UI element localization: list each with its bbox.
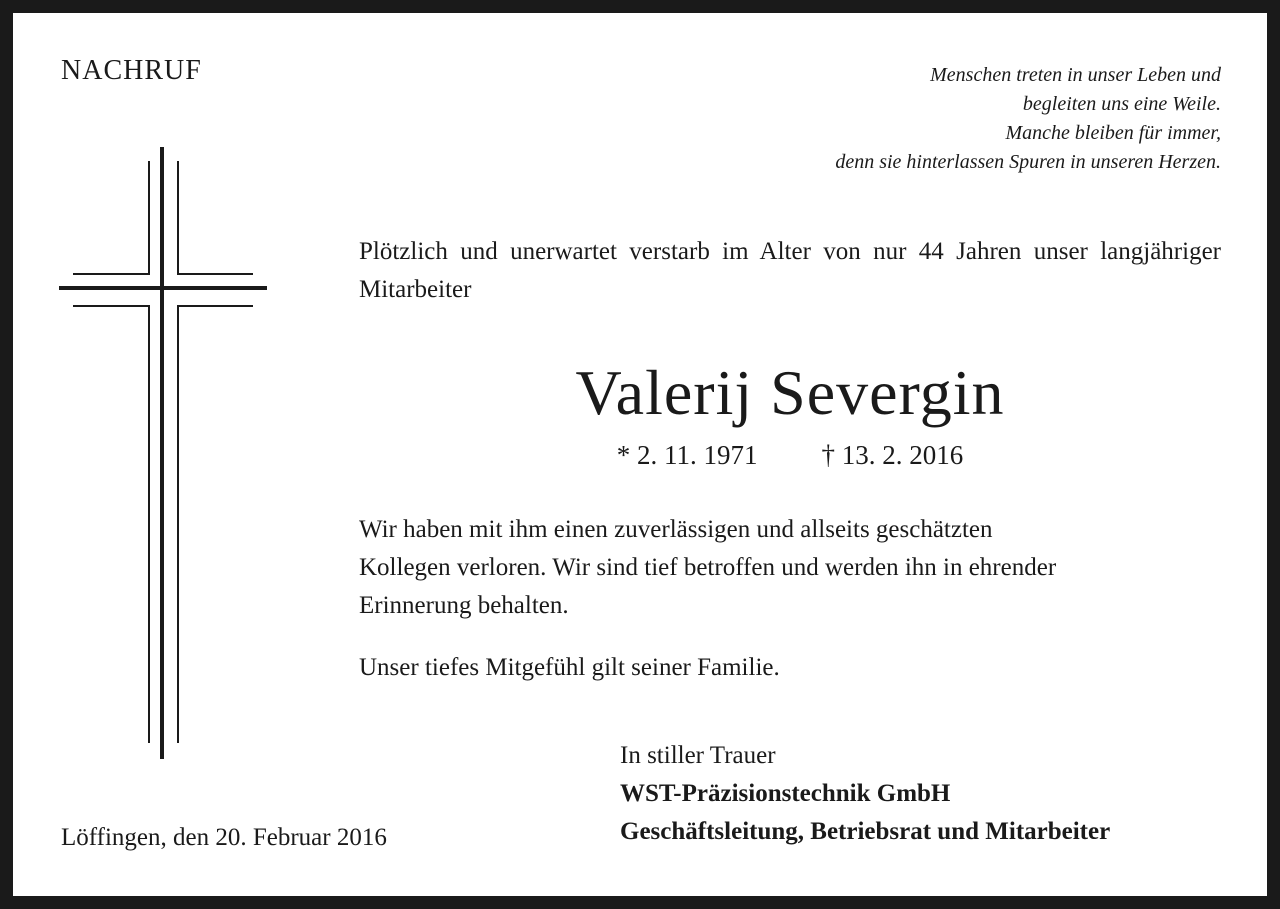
intro-text: Plötzlich und unerwartet verstarb im Alter von nur 44 Jahren unser langjähriger Mitarbeiter: [359, 238, 1221, 303]
place-date: Löffingen, den 20. Februar 2016: [61, 824, 387, 851]
cross-icon: [59, 147, 269, 764]
tribute-line: Kollegen verloren. Wir sind tief betroffen und werden ihn in ehrender: [359, 554, 1057, 581]
notice-heading: NACHRUF: [61, 55, 202, 86]
tribute-line: Erinnerung behalten.: [359, 592, 569, 619]
poem-line: Menschen treten in unser Leben und: [930, 64, 1221, 86]
poem-line: begleiten uns eine Weile.: [1022, 93, 1221, 115]
signature-block: [620, 737, 1110, 851]
tribute-line: Wir haben mit ihm einen zuverlässigen und allseits geschätzten: [359, 516, 993, 543]
signatories: Geschäftsleitung, Betriebsrat und Mitarbeiter: [620, 818, 1111, 845]
tribute-paragraph: [359, 511, 1221, 625]
birth-date: * 2. 11. 1971: [616, 440, 758, 470]
poem-line: denn sie hinterlassen Spuren in unseren Herzen.: [835, 151, 1221, 173]
obituary-notice: [13, 13, 1267, 896]
condolence-line: Unser tiefes Mitgefühl gilt seiner Familie.: [359, 654, 780, 681]
poem-line: Manche bleiben für immer,: [1005, 122, 1221, 144]
company-name: WST-Präzisionstechnik GmbH: [620, 780, 951, 807]
closing-phrase: In stiller Trauer: [620, 742, 776, 769]
life-dates: [359, 437, 1221, 473]
poem: [835, 61, 1221, 177]
deceased-name: Valerij Severgin: [575, 357, 1005, 428]
death-date: † 13. 2. 2016: [821, 440, 964, 470]
condolence-paragraph: [359, 649, 1221, 687]
